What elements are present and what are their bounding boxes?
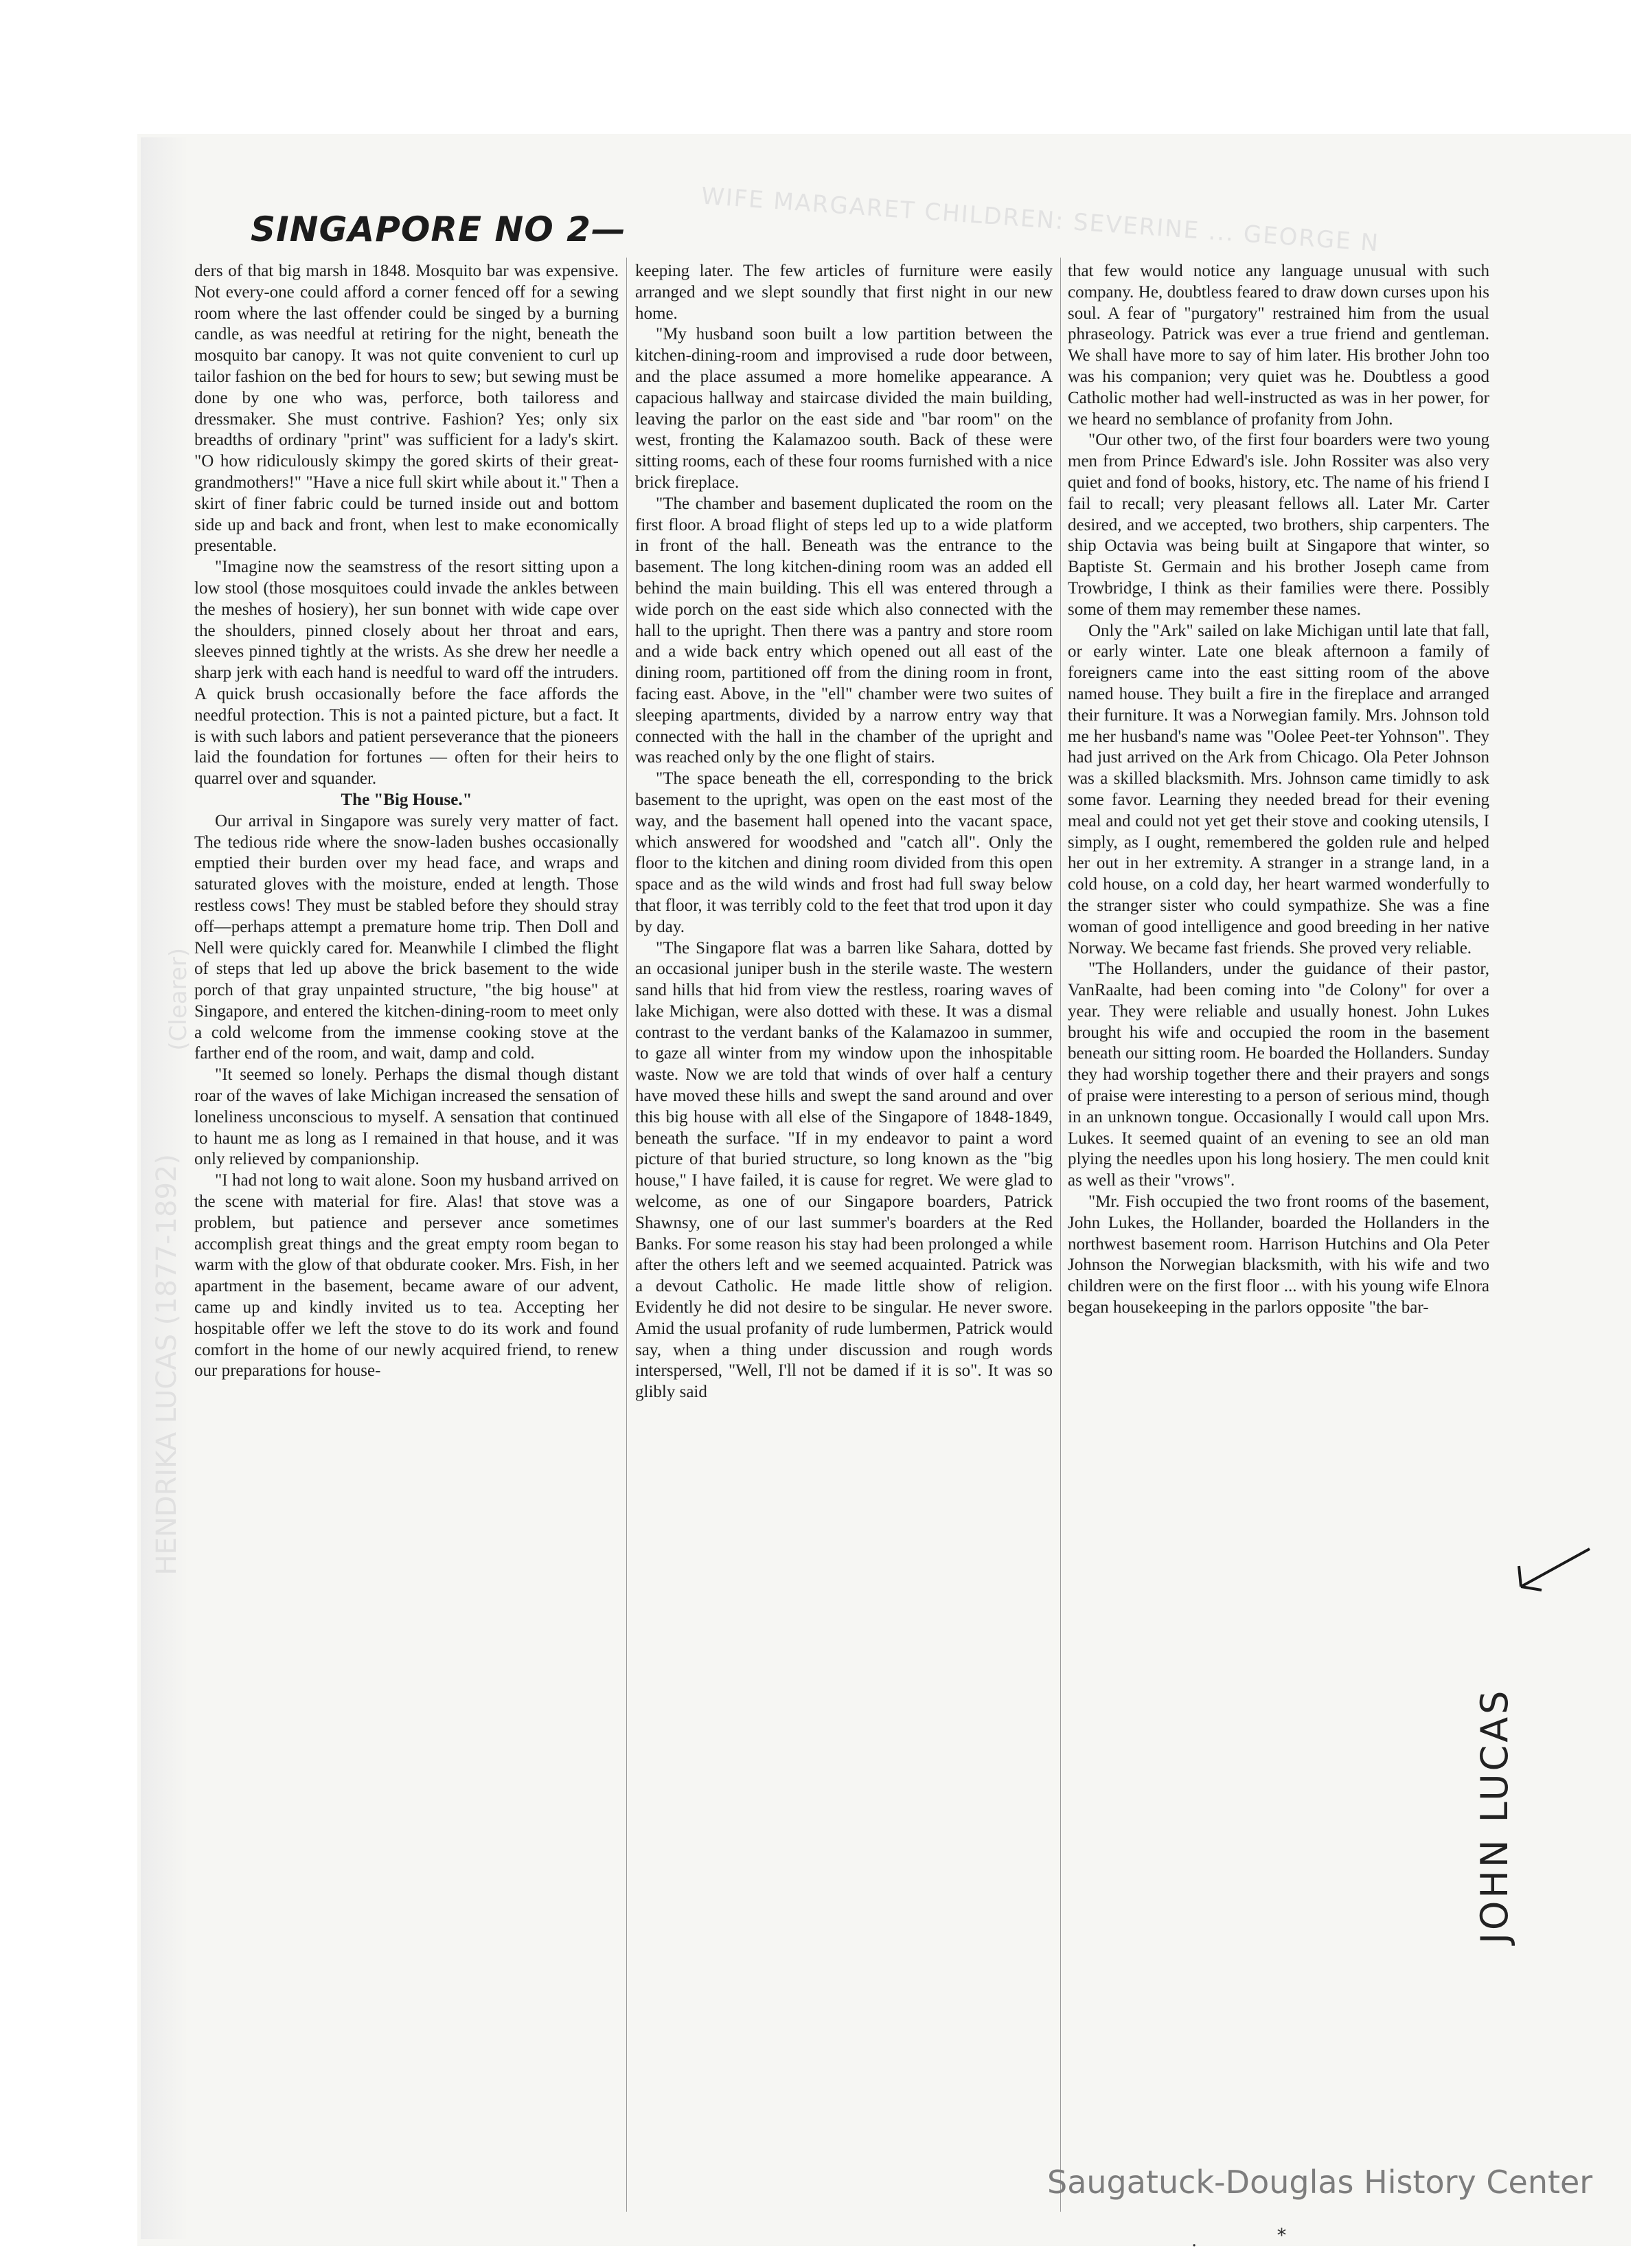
handwritten-annotation: JOHN LUCAS [1473,1688,1516,1944]
article-paragraph: ders of that big marsh in 1848. Mosquito bar was expensive. Not every-one could afford a corner fenced off for a sewing room where the last offender could be singed by a burning candle, as was needful at retiring for the night, beneath the mosquito bar canopy. It was not quite convenient to curl up tailor fashion on the bed for hours to sew; but sewing must be done by one who was, perforce, both tailoress and dressmaker. She must contrive. Fashion? Yes; only six breadths of ordinary "print" was sufficient for a lady's skirt. "O how ridiculously skimpy the gored skirts of their great-grandmothers!" "Have a nice full skirt while about it." Then a skirt of finer fabric could be turned inside out and bottom side up and back and front, when lest to make economically presentable. [194,262,619,556]
column-rule [626,258,627,2212]
article-paragraph: "It seemed so lonely. Perhaps the dismal though distant roar of the waves of lake Michigan increased the sensation of loneliness unconscious to myself. A sensation that continued to haunt me as long as I remained in that house, and it was only relieved by companionship. [194,1065,619,1169]
article-column-1 [194,261,619,1382]
article-column-2 [635,261,1053,1403]
article-paragraph: "My husband soon built a low partition between the kitchen-dining-room and improvised a rude door between, and the place assumed a more homelike appearance. A capacious hallway and staircase divided the main building, leaving the parlor on the east side and "bar room" on the west, fronting the Kalamazoo south. Back of these were sitting rooms, each of these four rooms furnished with a nice brick fireplace. [635,325,1053,492]
article-paragraph: "Our other two, of the first four boarders were two young men from Prince Edward's isle. John Rossiter was also very quiet and fond of books, history, etc. The name of his friend I fail to recall; very pleasant fellows all. Later Mr. Carter desired, and we accepted, two brothers, ship carpenters. The ship Octavia was being built at Singapore that winter, so Baptiste St. Germain and his brother Joseph came from Trowbridge, I think as their families were there. Possibly some of them may remember these names. [1068,431,1489,619]
speck: · [1191,2236,1198,2256]
article-paragraph: Only the "Ark" sailed on lake Michigan until late that fall, or early winter. Late one bleak afternoon a family of foreigners came into the east sitting room of the above named house. They built a fire in the fireplace and arranged their furniture. It was a Norwegian family. Mrs. Johnson told me her husband's name was "Oolee Peet-ter Yohnson". They had just arrived on the Ark from Chicago. Ola Peter Johnson was a skilled blacksmith. Mrs. Johnson came timidly to ask some favor. Learning they needed bread for their evening meal and could not yet get their stove and cooking utensils, I simply, as I ought, remembered the golden rule and helped her out in her extremity. A stranger in a strange land, in a cold house, on a cold day, her heart warmed wonderfully to the stranger sister who could sympathize. She was a fine woman of good intelligence and good breeding in her native Norway. We became fast friends. She proved very reliable. [1068,621,1489,957]
article-paragraph: "Mr. Fish occupied the two front rooms of the basement, John Lukes, the Hollander, boarded the Hollanders in the northwest basement room. Harrison Hutchins and Ola Peter Johnson the Norwegian blacksmith, with his wife and two children were on the first floor ... with his young wife Elnora began housekeeping in the parlors opposite "the bar- [1068,1192,1489,1317]
faded-handwriting-left-name: HENDRIKA LUCAS (1877-1892) [151,1154,183,1576]
article-paragraph: "The Singapore flat was a barren like Sahara, dotted by an occasional juniper bush in the sterile waste. The western sand hills that hid from view the restless, roaring waves of lake Michigan, were also dotted with these. It was a dismal contrast to the verdant banks of the Kalamazoo in summer, to gaze all winter from my window upon the inhospitable waste. Now we are told that winds of over half a century have moved these hills and swept the sand around and over this big house with all else of the Singapore of 1848-1849, beneath the surface. "If in my endeavor to paint a word picture of that buried structure, so long known as the "big house," I have failed, it is cause for regret. We were glad to welcome, as one of our Singapore boarders, Patrick Shawnsy, one of our last summer's boarders at the Red Banks. For some reason his stay had been prolonged a while after the others left and we seemed acquainted. Patrick was a devout Catholic. He made little show of religion. Evidently he did not desire to be singular. He never swore. Amid the usual profanity of rude lumbermen, Patrick would say, when a thing under discussion and rough words interspersed, "Well, I'll not be damed if it is so". It was so glibly said [635,938,1053,1402]
faded-handwriting-left: (Clearer) [165,948,192,1051]
watermark: Saugatuck-Douglas History Center [1047,2164,1593,2201]
faded-handwriting-top: WIFE MARGARET CHILDREN: SEVERINE ... GEORGE N [700,182,1381,258]
article-paragraph: Our arrival in Singapore was surely very matter of fact. The tedious ride where the snow-laden bushes occasionally emptied their burden over my head face, and wraps and saturated gloves with the moisture, ended at length. Those restless cows! They must be stabled before they should stray off—perhaps attempt a premature home trip. Then Doll and Nell were quickly cared for. Meanwhile I climbed the flight of steps that led up above the brick basement to the wide porch of that gray unpainted structure, "the big house" at Singapore, and entered the kitchen-dining-room to meet only a cold welcome from the immense cooking stove at the farther end of the room, and wait, damp and cold. [194,811,619,1063]
clipping-heading: SINGAPORE NO 2— [251,209,626,249]
handwritten-arrow-icon [1511,1542,1593,1604]
article-paragraph: that few would notice any language unusual with such company. He, doubtless feared to draw down curses upon his soul. A fear of "purgatory" restrained him from the usual phraseology. Patrick was ever a true friend and gentleman. We shall have more to say of him later. His brother John too was his companion; very quiet was he. Doubtless a good Catholic mother had well-instructed as was in her power, for we heard no semblance of profanity from John. [1068,262,1489,429]
article-paragraph: "The space beneath the ell, corresponding to the brick basement to the upright, was open on the east most of the way, and the basement hall opened into the vacant space, which answered for woodshed and "catch all". Only the floor to the kitchen and dining room divided from this open space and as the wild winds and frost had full sway below that floor, it was terribly cold to the feet that trod upon it day by day. [635,769,1053,936]
speck: * [1277,2225,1286,2246]
article-column-3 [1068,261,1489,1319]
section-subheading: The "Big House." [341,790,472,809]
article-paragraph: "The Hollanders, under the guidance of their pastor, VanRaalte, had been coming into "de Colony" for over a year. They were reliable and usually honest. John Lukes brought his wife and occupied the room in the basement beneath our sitting room. He boarded the Hollanders. Sunday they had worship together there and their prayers and songs of praise were interesting to a person of serious mind, though in an unknown tongue. Occasionally I would call upon Mrs. Lukes. It seemed quaint of an evening to see an old man plying the needles upon his long hosiery. The men could knit as well as their "vrows". [1068,960,1489,1190]
article-paragraph: "I had not long to wait alone. Soon my husband arrived on the scene with material for fire. Alas! that stove was a problem, but patience and persever ance sometimes accomplish great things and the great empty room began to warm with the glow of that obdurate cooker. Mrs. Fish, in her apartment in the basement, became aware of our advent, came up and kindly invited us to tea. Accepting her hospitable offer we left the stove to do its work and found comfort in the home of our newly acquired friend, to renew our preparations for house- [194,1171,619,1381]
article-paragraph: "The chamber and basement duplicated the room on the first floor. A broad flight of steps led up to a wide platform in front of the hall. Beneath was the entrance to the basement. The long kitchen-dining room was an added ell behind the main building. This ell was entered through a wide porch on the east side which also connected with the hall to the upright. Then there was a pantry and store room and a wide back entry which opened out all east of the dining room, partitioned off from the dining room in front, facing east. Above, in the "ell" chamber were two suites of sleeping apartments, divided by a narrow entry way that connected with the hall in the chamber of the upright and was reached only by the one flight of stairs. [635,494,1053,767]
column-rule [1060,258,1061,2212]
article-paragraph: "Imagine now the seamstress of the resort sitting upon a low stool (those mosquitoes could invade the ankles between the meshes of hosiery), her sun bonnet with wide cape over the shoulders, pinned closely about her throat and ears, sleeves pinned tightly at the wrists. As she drew her needle a sharp jerk with each hand is needful to ward off the intruders. A quick brush occasionally before the face affords the needful protection. This is not a painted picture, but a fact. It is with such labors and patient perseverance that the pioneers laid the foundation for fortunes — often for their heirs to quarrel over and squander. [194,558,619,789]
article-paragraph: keeping later. The few articles of furniture were easily arranged and we slept soundly that first night in our new home. [635,262,1053,323]
